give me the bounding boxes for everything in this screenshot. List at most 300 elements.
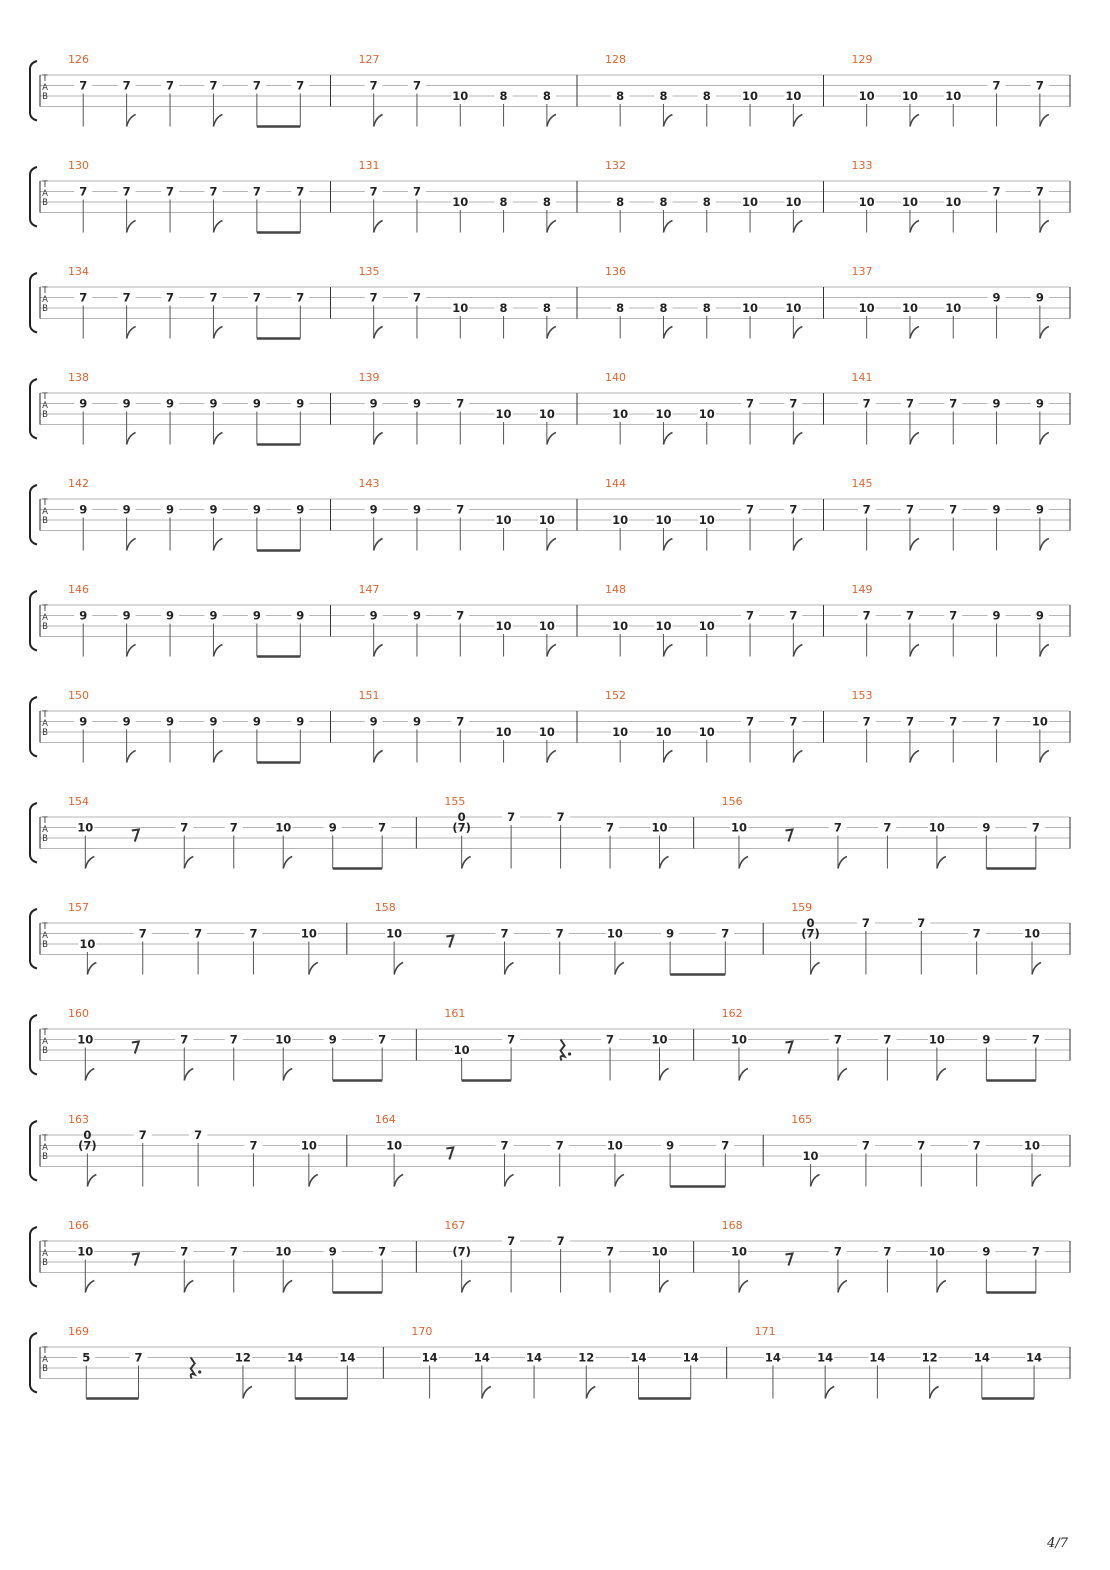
fret-number: 7 xyxy=(369,290,378,305)
fret-number: 10 xyxy=(858,89,875,103)
tab-clef-letter: B xyxy=(42,516,48,526)
rest xyxy=(446,1148,453,1160)
tab-clef-letter: T xyxy=(42,286,48,296)
note xyxy=(225,1245,243,1293)
fret-number: 14 xyxy=(869,1350,886,1365)
fret-number: 7 xyxy=(249,926,258,941)
fret-number: 10 xyxy=(452,89,469,103)
note xyxy=(495,513,513,551)
measure-number: 131 xyxy=(358,159,380,172)
fret-number: 7 xyxy=(606,1032,615,1047)
note xyxy=(408,503,426,551)
measure xyxy=(359,371,577,445)
measure xyxy=(68,1113,347,1187)
note xyxy=(1023,927,1041,975)
tab-clef-letter: T xyxy=(42,710,48,720)
fret-number: 9 xyxy=(122,502,131,517)
measure xyxy=(722,795,1070,869)
note xyxy=(324,1033,342,1081)
fret-number: 9 xyxy=(166,608,175,623)
note xyxy=(204,715,222,763)
measure-number: 162 xyxy=(721,1007,743,1020)
fret-number: 7 xyxy=(1035,184,1044,199)
fret-number: 7 xyxy=(992,184,1001,199)
measure xyxy=(605,477,823,551)
note xyxy=(601,1245,619,1293)
tab-clef-letter: B xyxy=(42,92,48,102)
eighth-flag xyxy=(505,1175,514,1187)
eighth-rest-glyph xyxy=(446,936,453,948)
eighth-flag xyxy=(374,327,383,339)
note xyxy=(764,1351,782,1399)
system-bracket xyxy=(30,379,37,439)
note xyxy=(1031,79,1049,127)
note xyxy=(654,407,672,445)
measure-number: 151 xyxy=(358,689,380,702)
note xyxy=(175,1033,193,1081)
note xyxy=(857,1139,875,1187)
measure xyxy=(605,265,823,339)
measure-number: 167 xyxy=(444,1219,466,1232)
fret-number: 10 xyxy=(785,301,802,315)
eighth-flag xyxy=(127,221,136,233)
fret-number: 7 xyxy=(79,290,88,305)
fret-number: 14 xyxy=(817,1350,834,1365)
note xyxy=(698,407,716,445)
eighth-flag xyxy=(793,751,802,763)
note xyxy=(76,821,94,869)
eighth-flag xyxy=(505,963,514,975)
fret-number: 10 xyxy=(785,195,802,209)
fret-number: 5 xyxy=(82,1350,91,1365)
fret-number: 14 xyxy=(764,1350,781,1365)
note xyxy=(365,503,383,551)
fret-number: 7 xyxy=(905,608,914,623)
fret-number: 7 xyxy=(862,396,871,411)
measure-number: 136 xyxy=(605,265,627,278)
fret-number: 9 xyxy=(412,396,421,411)
note xyxy=(495,195,513,233)
fret-number: 7 xyxy=(789,608,798,623)
eighth-flag xyxy=(394,1175,403,1187)
note xyxy=(661,1139,679,1187)
fret-number: 10 xyxy=(275,820,292,835)
fret-number: 10 xyxy=(538,725,555,739)
fret-number: 7 xyxy=(746,608,755,623)
fret-number: 0 xyxy=(457,810,466,824)
note xyxy=(365,185,383,233)
fret-number: 7 xyxy=(296,184,305,199)
measure-number: 129 xyxy=(851,53,873,66)
measure xyxy=(375,901,763,975)
note xyxy=(118,291,136,339)
eighth-flag xyxy=(663,751,672,763)
fret-number: 7 xyxy=(296,78,305,93)
measure-number: 126 xyxy=(68,53,89,66)
measure-number: 128 xyxy=(605,53,627,66)
fret-number: 14 xyxy=(421,1350,438,1365)
fret-number: 7 xyxy=(556,1234,565,1248)
fret-number: 9 xyxy=(209,608,218,623)
note xyxy=(829,1033,847,1081)
fret-number: 10 xyxy=(538,513,555,527)
fret-number: 10 xyxy=(655,513,672,527)
tab-system xyxy=(30,583,1070,657)
note xyxy=(74,397,92,445)
tab-clef-letter: A xyxy=(42,1037,48,1047)
tab-clef-letter: T xyxy=(42,498,48,508)
note xyxy=(802,1149,820,1187)
fret-number: 10 xyxy=(698,725,715,739)
eighth-flag xyxy=(811,963,820,975)
measure-number: 165 xyxy=(791,1113,813,1126)
note xyxy=(654,725,672,763)
note xyxy=(175,1245,193,1293)
fret-number: 9 xyxy=(296,502,305,517)
fret-number: 9 xyxy=(369,502,378,517)
fret-number: 9 xyxy=(412,502,421,517)
note xyxy=(973,1351,991,1399)
eighth-flag xyxy=(1040,751,1049,763)
rest xyxy=(132,830,139,842)
system-bracket xyxy=(30,1015,37,1075)
note xyxy=(858,301,876,339)
fret-number: 7 xyxy=(507,810,516,824)
measure xyxy=(359,583,577,657)
rest-dot xyxy=(568,1052,571,1055)
note xyxy=(944,715,962,763)
fret-number: 14 xyxy=(473,1350,490,1365)
eighth-flag xyxy=(910,327,919,339)
note xyxy=(551,927,569,975)
fret-number: 8 xyxy=(616,89,625,103)
note xyxy=(76,1033,94,1081)
fret-number: 7 xyxy=(789,502,798,517)
system-bracket xyxy=(30,1227,37,1287)
note xyxy=(630,1351,648,1399)
note xyxy=(161,397,179,445)
measure-number: 171 xyxy=(754,1325,776,1338)
note xyxy=(977,1033,995,1081)
note xyxy=(944,195,962,233)
fret-number: 8 xyxy=(499,301,508,315)
measure xyxy=(755,1325,1070,1399)
fret-number: 10 xyxy=(730,820,747,835)
eighth-flag xyxy=(937,1281,946,1293)
fret-number: 9 xyxy=(166,502,175,517)
note xyxy=(495,619,513,657)
fret-number: 7 xyxy=(229,1244,238,1259)
fret-number: 8 xyxy=(499,195,508,209)
measure xyxy=(852,53,1070,127)
fret-number: 10 xyxy=(386,926,403,941)
fret-number: 7 xyxy=(972,926,981,941)
eighth-flag xyxy=(243,1387,252,1399)
measure xyxy=(722,1219,1070,1293)
note xyxy=(161,291,179,339)
fret-number: 7 xyxy=(507,1234,516,1248)
tab-clef-letter: B xyxy=(42,622,48,632)
measure xyxy=(68,795,416,869)
eighth-flag xyxy=(213,115,222,127)
note xyxy=(495,89,513,127)
note xyxy=(451,89,469,127)
eighth-flag xyxy=(660,1069,669,1081)
note xyxy=(300,1139,318,1187)
eighth-flag xyxy=(547,115,556,127)
fret-number: 10 xyxy=(1024,926,1041,941)
fret-number: 12 xyxy=(578,1350,595,1365)
eighth-flag xyxy=(838,1281,847,1293)
fret-number: 7 xyxy=(500,926,509,941)
measure xyxy=(605,159,823,233)
tab-system xyxy=(30,901,1070,975)
tab-clef-letter: B xyxy=(42,304,48,314)
tab-clef-letter: T xyxy=(42,922,48,932)
note xyxy=(651,1245,669,1293)
note xyxy=(496,1139,514,1187)
fret-number: 10 xyxy=(698,407,715,421)
tab-clef-letter: B xyxy=(42,940,48,950)
fret-number: 9 xyxy=(992,396,1001,411)
fret-number: 10 xyxy=(945,195,962,209)
tab-clef-letter: T xyxy=(42,180,48,190)
note xyxy=(988,503,1006,551)
eighth-flag xyxy=(937,857,946,869)
measure xyxy=(68,159,331,233)
fret-number: 14 xyxy=(682,1350,699,1365)
fret-number: 7 xyxy=(138,1128,147,1142)
rest xyxy=(446,936,453,948)
note xyxy=(225,821,243,869)
note xyxy=(538,725,556,763)
measure-number: 164 xyxy=(374,1113,396,1126)
note xyxy=(858,503,876,551)
note xyxy=(451,397,469,445)
note xyxy=(944,609,962,657)
fret-number: 7 xyxy=(721,926,730,941)
fret-number: 7 xyxy=(992,78,1001,93)
note xyxy=(78,1128,97,1187)
fret-number: 9 xyxy=(209,714,218,729)
fret-number: 7 xyxy=(369,78,378,93)
fret-number: 7 xyxy=(412,290,421,305)
tab-clef-letter: B xyxy=(42,728,48,738)
fret-number: 10 xyxy=(612,619,629,633)
eighth-flag xyxy=(1040,327,1049,339)
fret-number: 9 xyxy=(79,714,88,729)
fret-number: 7 xyxy=(369,184,378,199)
note xyxy=(944,503,962,551)
fret-number: 9 xyxy=(209,396,218,411)
fret-number: 7 xyxy=(138,926,147,941)
fret-number: 10 xyxy=(742,89,759,103)
note xyxy=(274,1033,292,1081)
note xyxy=(988,609,1006,657)
eighth-rest-glyph xyxy=(132,1042,139,1054)
measure xyxy=(444,1219,693,1293)
eighth-flag xyxy=(85,1069,94,1081)
eighth-flag xyxy=(910,645,919,657)
note xyxy=(944,397,962,445)
eighth-flag xyxy=(739,1281,748,1293)
note xyxy=(988,185,1006,233)
eighth-flag xyxy=(213,645,222,657)
tab-clef-letter: B xyxy=(42,1152,48,1162)
eighth-flag xyxy=(85,857,94,869)
eighth-flag xyxy=(85,1281,94,1293)
note xyxy=(248,291,266,339)
fret-number: 8 xyxy=(542,195,551,209)
fret-number: 9 xyxy=(992,290,1001,305)
measure-number: 148 xyxy=(605,583,627,596)
fret-number: 7 xyxy=(746,396,755,411)
tab-clef-letter: B xyxy=(42,198,48,208)
eighth-flag xyxy=(793,645,802,657)
tab-system xyxy=(30,53,1070,127)
fret-number: 10 xyxy=(495,725,512,739)
measure xyxy=(852,477,1070,551)
note xyxy=(189,1128,207,1187)
fret-number: 10 xyxy=(742,301,759,315)
fret-number: 7 xyxy=(209,184,218,199)
fret-number: 14 xyxy=(339,1350,356,1365)
fret-number: 10 xyxy=(79,937,96,951)
tab-clef-letter: T xyxy=(42,1346,48,1356)
note xyxy=(118,715,136,763)
fret-number: 10 xyxy=(730,1032,747,1047)
fret-number: 9 xyxy=(79,502,88,517)
fret-number: 9 xyxy=(369,714,378,729)
note xyxy=(244,1139,262,1187)
fret-number: 9 xyxy=(79,396,88,411)
fret-number: 10 xyxy=(606,1138,623,1153)
eighth-flag xyxy=(374,221,383,233)
note xyxy=(698,513,716,551)
note xyxy=(161,79,179,127)
fret-number: 10 xyxy=(452,195,469,209)
page-number: 4/7 xyxy=(1047,1536,1068,1551)
note xyxy=(538,89,556,127)
measure-number: 149 xyxy=(851,583,873,596)
eighth-flag xyxy=(930,1387,939,1399)
rest xyxy=(785,1254,792,1266)
note xyxy=(611,301,629,339)
fret-number: 7 xyxy=(166,184,175,199)
fret-number: (7) xyxy=(801,926,820,941)
tab-system xyxy=(30,265,1070,339)
note xyxy=(988,397,1006,445)
tab-clef-letter: A xyxy=(42,189,48,199)
measure-number: 127 xyxy=(358,53,380,66)
system-bracket xyxy=(30,61,37,121)
fret-number: 7 xyxy=(949,608,958,623)
fret-number: 7 xyxy=(833,1244,842,1259)
note xyxy=(408,715,426,763)
note xyxy=(901,609,919,657)
fret-number: 7 xyxy=(949,502,958,517)
note xyxy=(901,397,919,445)
fret-number: 7 xyxy=(456,714,465,729)
note xyxy=(74,503,92,551)
eighth-flag xyxy=(838,1069,847,1081)
eighth-rest-glyph xyxy=(132,1254,139,1266)
fret-number: 7 xyxy=(789,714,798,729)
fret-number: 9 xyxy=(992,608,1001,623)
measure xyxy=(852,265,1070,339)
note xyxy=(901,503,919,551)
fret-number: 10 xyxy=(698,513,715,527)
note xyxy=(451,301,469,339)
note xyxy=(784,195,802,233)
note xyxy=(204,291,222,339)
note xyxy=(1031,609,1049,657)
note xyxy=(654,301,672,339)
fret-number: 7 xyxy=(122,78,131,93)
fret-number: 7 xyxy=(378,1032,387,1047)
system-bracket xyxy=(30,1121,37,1181)
eighth-flag xyxy=(184,1069,193,1081)
fret-number: 7 xyxy=(378,820,387,835)
measure-number: 137 xyxy=(851,265,873,278)
note xyxy=(858,609,876,657)
measure-number: 166 xyxy=(68,1219,89,1232)
eighth-flag xyxy=(825,1387,834,1399)
fret-number: 10 xyxy=(612,407,629,421)
note xyxy=(248,397,266,445)
tab-system xyxy=(30,477,1070,551)
fret-number: 8 xyxy=(702,195,711,209)
eighth-flag xyxy=(663,115,672,127)
fret-number: 10 xyxy=(945,89,962,103)
eighth-flag xyxy=(663,327,672,339)
fret-number: 10 xyxy=(1024,1138,1041,1153)
note xyxy=(654,89,672,127)
fret-number: 7 xyxy=(180,820,189,835)
measure-number: 146 xyxy=(68,583,89,596)
tab-clef-letter: T xyxy=(42,74,48,84)
measure xyxy=(68,53,331,127)
fret-number: 7 xyxy=(507,1032,516,1047)
note xyxy=(248,715,266,763)
measure xyxy=(605,583,823,657)
fret-number: 0 xyxy=(83,1128,92,1142)
note xyxy=(495,407,513,445)
eighth-flag xyxy=(793,221,802,233)
note xyxy=(451,609,469,657)
fret-number: 10 xyxy=(655,407,672,421)
fret-number: 7 xyxy=(166,290,175,305)
note xyxy=(858,89,876,127)
note xyxy=(784,609,802,657)
measure xyxy=(852,159,1070,233)
eighth-flag xyxy=(462,1281,471,1293)
note xyxy=(901,715,919,763)
measure xyxy=(68,1219,416,1293)
fret-number: 7 xyxy=(209,78,218,93)
fret-number: 7 xyxy=(194,1128,203,1142)
note xyxy=(878,821,896,869)
measure-number: 132 xyxy=(605,159,627,172)
fret-number: 9 xyxy=(1035,502,1044,517)
eighth-flag xyxy=(309,963,318,975)
note xyxy=(552,1234,570,1293)
note xyxy=(857,916,875,975)
tab-system xyxy=(30,1113,1070,1187)
fret-number: 7 xyxy=(79,184,88,199)
fret-number: 7 xyxy=(905,396,914,411)
measure xyxy=(68,583,331,657)
